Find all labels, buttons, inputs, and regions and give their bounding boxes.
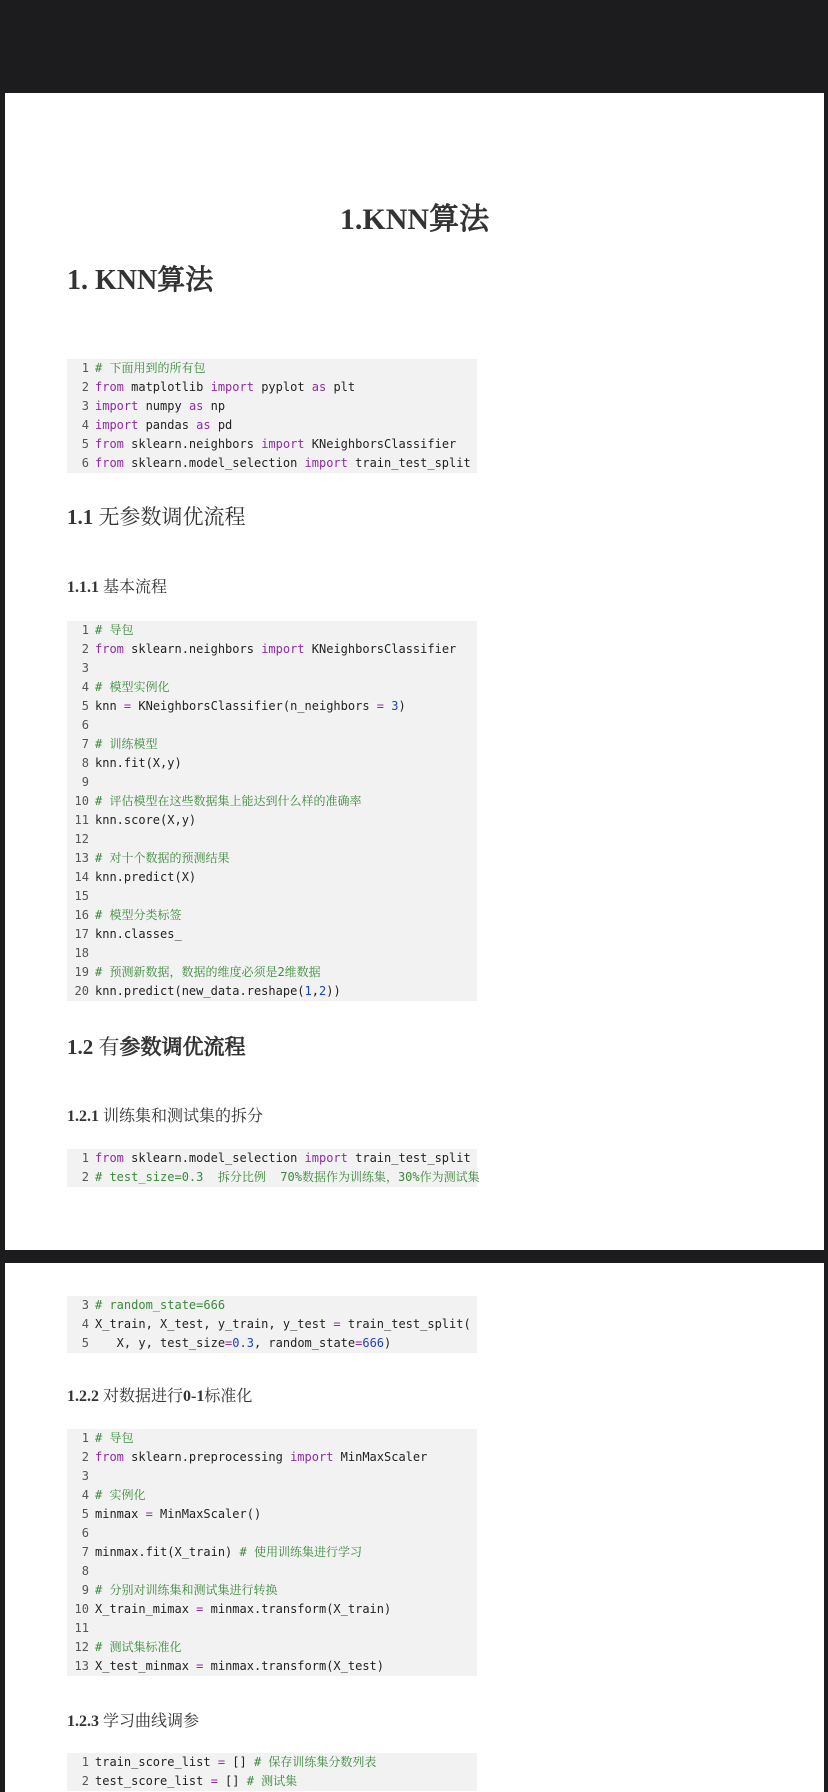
code-line: [67, 735, 477, 754]
code-token: import: [290, 1450, 334, 1464]
line-number: 13: [74, 851, 89, 865]
document-page-1: [5, 93, 824, 1250]
code-token: import: [304, 456, 348, 470]
code-token: =: [196, 1659, 204, 1673]
line-number: 11: [74, 813, 89, 827]
code-token: # 实例化: [95, 1488, 146, 1502]
code-token: sklearn.neighbors: [123, 642, 262, 656]
code-token: train_score_list: [95, 1755, 218, 1769]
code-line: [67, 1524, 477, 1543]
code-block-learning-curve: [67, 1753, 477, 1791]
code-line: [67, 1149, 477, 1168]
line-number: 2: [81, 1170, 89, 1184]
line-number: 2: [81, 1450, 89, 1464]
code-line: [67, 678, 477, 697]
code-token: # 导包: [95, 623, 134, 637]
line-number: 14: [74, 870, 89, 884]
code-token: as: [196, 418, 211, 432]
code-line: [67, 359, 477, 378]
code-line: [67, 697, 477, 716]
code-line: [67, 1315, 477, 1334]
code-line: [67, 1657, 477, 1676]
code-line: [67, 849, 477, 868]
code-token: plt: [326, 380, 356, 394]
code-line: [67, 792, 477, 811]
line-number: 4: [81, 680, 89, 694]
code-token: MinMaxScaler(): [152, 1507, 262, 1521]
code-token: X_train, X_test, y_train, y_test: [95, 1317, 334, 1331]
code-line: [67, 1638, 477, 1657]
line-number: 18: [74, 946, 89, 960]
code-line: [67, 640, 477, 659]
line-number: 15: [74, 889, 89, 903]
code-line: [67, 1429, 477, 1448]
heading-text: 无参数调优流程: [93, 505, 246, 529]
code-line: [67, 887, 477, 906]
line-number: 2: [81, 642, 89, 656]
line-number: 9: [81, 775, 89, 789]
line-number: 5: [81, 1336, 89, 1350]
line-number: 10: [74, 794, 89, 808]
heading-text: 训练集和测试集的拆分: [99, 1108, 264, 1125]
code-token: MinMaxScaler: [333, 1450, 428, 1464]
code-token: KNeighborsClassifier(n_neighbors: [131, 699, 377, 713]
document-title: 1.KNN算法: [339, 203, 490, 236]
code-token: sklearn.model_selection: [123, 1151, 305, 1165]
code-token: # random_state=666: [95, 1298, 226, 1312]
code-token: =: [145, 1507, 153, 1521]
code-line: [67, 982, 477, 1001]
code-token: # 保存训练集分数列表: [253, 1755, 377, 1769]
code-block-basic-flow: [67, 621, 477, 1001]
heading-text: 学习曲线调参: [99, 1713, 200, 1730]
code-token: # 预测新数据，数据的维度必须是2维数据: [95, 965, 321, 979]
code-line: [67, 1772, 477, 1791]
heading-knn: 1. KNN算法: [67, 265, 214, 296]
code-token: []: [217, 1774, 247, 1788]
code-token: sklearn.neighbors: [123, 437, 262, 451]
code-line: [67, 1505, 477, 1524]
code-token: knn: [95, 699, 124, 713]
code-block-minmax: [67, 1429, 477, 1676]
line-number: 16: [74, 908, 89, 922]
line-number: 4: [81, 418, 89, 432]
line-number: 1: [81, 361, 89, 375]
heading-text: 标准化: [204, 1388, 253, 1405]
line-number: 4: [81, 1317, 89, 1331]
code-line: [67, 925, 477, 944]
line-number: 6: [81, 718, 89, 732]
line-number: 1: [81, 1431, 89, 1445]
code-line: [67, 1581, 477, 1600]
code-line: [67, 868, 477, 887]
code-token: =: [196, 1602, 204, 1616]
code-token: from: [95, 1450, 124, 1464]
code-token: # 模型分类标签: [95, 908, 182, 922]
heading-text-bold: 参数调优流程: [119, 1035, 246, 1059]
line-number: 3: [81, 661, 89, 675]
code-token: ): [398, 699, 406, 713]
code-token: # 测试集: [246, 1774, 298, 1788]
code-token: =: [225, 1336, 233, 1350]
code-token: pd: [210, 418, 233, 432]
code-token: as: [311, 380, 327, 394]
heading-number: 1.2: [67, 1035, 94, 1059]
code-block-split-part1: [67, 1149, 480, 1187]
heading-1-1: [67, 501, 246, 531]
code-line: [67, 397, 477, 416]
line-number: 2: [81, 380, 89, 394]
code-line: [67, 944, 477, 963]
heading-1-2: [67, 1031, 246, 1061]
code-block-imports: [67, 359, 477, 473]
code-token: 2: [318, 984, 327, 998]
code-token: 3: [391, 699, 399, 713]
line-number: 4: [81, 1488, 89, 1502]
line-number: 1: [81, 1151, 89, 1165]
code-token: ): [384, 1336, 392, 1350]
code-token: train_test_split: [347, 1151, 471, 1165]
line-number: 7: [81, 737, 89, 751]
line-number: 13: [74, 1659, 89, 1673]
code-line: [67, 454, 477, 473]
line-number: 19: [74, 965, 89, 979]
line-number: 6: [81, 1526, 89, 1540]
code-token: # 评估模型在这些数据集上能达到什么样的准确率: [95, 794, 362, 808]
code-token: # 导包: [95, 1431, 134, 1445]
heading-number: 1.1: [67, 505, 94, 529]
code-token: from: [95, 380, 124, 394]
code-line: [67, 1334, 477, 1353]
line-number: 2: [81, 1774, 89, 1788]
code-line: [67, 773, 477, 792]
code-token: knn.fit(X,y): [95, 756, 182, 770]
code-line: [67, 906, 477, 925]
code-token: KNeighborsClassifier: [304, 437, 457, 451]
code-line: [67, 1753, 477, 1772]
code-token: as: [188, 399, 204, 413]
line-number: 6: [81, 456, 89, 470]
code-token: import: [95, 418, 139, 432]
code-line: [67, 716, 477, 735]
code-line: [67, 1543, 477, 1562]
code-token: =: [210, 1774, 218, 1788]
heading-number: 1.1.1: [67, 579, 99, 596]
code-token: =: [355, 1336, 363, 1350]
line-number: 11: [74, 1621, 89, 1635]
code-token: minmax.transform(X_test): [203, 1659, 385, 1673]
code-token: train_test_split: [347, 456, 471, 470]
code-token: []: [225, 1755, 254, 1769]
code-token: X_train_mimax: [95, 1602, 197, 1616]
line-number: 12: [74, 1640, 89, 1654]
line-number: 3: [81, 399, 89, 413]
code-token: =: [333, 1317, 341, 1331]
document-page-2: [5, 1263, 824, 1792]
heading-text-bold: 0-1: [183, 1388, 205, 1405]
code-token: import: [95, 399, 139, 413]
code-token: knn.predict(X): [95, 870, 197, 884]
code-token: sklearn.preprocessing: [123, 1450, 291, 1464]
code-token: ,: [311, 984, 319, 998]
code-token: knn.score(X,y): [95, 813, 197, 827]
code-token: sklearn.model_selection: [123, 456, 305, 470]
code-token: # 模型实例化: [95, 680, 170, 694]
line-number: 12: [74, 832, 89, 846]
code-token: from: [95, 1151, 124, 1165]
code-token: minmax: [95, 1507, 146, 1521]
code-token: 0.3: [232, 1336, 254, 1350]
code-token: KNeighborsClassifier: [304, 642, 457, 656]
line-number: 9: [81, 1583, 89, 1597]
heading-number: 1.2.3: [67, 1713, 99, 1730]
code-token: from: [95, 642, 124, 656]
line-number: 1: [81, 623, 89, 637]
line-number: 17: [74, 927, 89, 941]
line-number: 8: [81, 756, 89, 770]
code-token: minmax.transform(X_train): [203, 1602, 392, 1616]
heading-text: 基本流程: [99, 579, 168, 596]
code-token: pyplot: [253, 380, 312, 394]
code-line: [67, 1619, 477, 1638]
heading-1-2-3: [67, 1708, 199, 1731]
heading-1-1-1: [67, 574, 167, 597]
code-token: # 训练模型: [95, 737, 158, 751]
heading-text: 对数据进行: [99, 1388, 184, 1405]
code-line: [67, 378, 477, 397]
heading-1-2-2: [67, 1383, 252, 1406]
code-token: import: [304, 1151, 348, 1165]
code-token: # test_size=0.3 拆分比例 70%数据作为训练集，30%作为测试集: [95, 1170, 480, 1184]
line-number: 5: [81, 699, 89, 713]
heading-number: 1.2.2: [67, 1388, 99, 1405]
code-token: import: [261, 437, 305, 451]
code-line: [67, 811, 477, 830]
code-line: [67, 1600, 477, 1619]
line-number: 10: [74, 1602, 89, 1616]
code-line: [67, 416, 477, 435]
code-token: # 测试集标准化: [95, 1640, 182, 1654]
line-number: 3: [81, 1298, 89, 1312]
code-token: =: [376, 699, 385, 713]
line-number: 5: [81, 1507, 89, 1521]
code-line: [67, 659, 477, 678]
code-token: 666: [362, 1336, 385, 1350]
code-token: train_test_split(: [340, 1317, 471, 1331]
code-token: knn.classes_: [95, 927, 182, 941]
code-token: minmax.fit(X_train): [95, 1545, 240, 1559]
code-token: # 分别对训练集和测试集进行转换: [95, 1583, 278, 1597]
code-line: [67, 1296, 477, 1315]
code-token: )): [326, 984, 341, 998]
code-token: # 使用训练集进行学习: [239, 1545, 362, 1559]
line-number: 1: [81, 1755, 89, 1769]
code-token: # 对十个数据的预测结果: [95, 851, 230, 865]
line-number: 8: [81, 1564, 89, 1578]
line-number: 5: [81, 437, 89, 451]
code-token: np: [203, 399, 226, 413]
code-line: [67, 1448, 477, 1467]
code-token: test_score_list: [95, 1774, 211, 1788]
heading-1-2-1: [67, 1103, 263, 1126]
code-token: # 下面用到的所有包: [95, 361, 206, 375]
line-number: 3: [81, 1469, 89, 1483]
code-line: [67, 435, 477, 454]
code-token: , random_state: [253, 1336, 356, 1350]
code-token: import: [261, 642, 305, 656]
code-line: [67, 754, 477, 773]
code-token: numpy: [138, 399, 189, 413]
code-token: from: [95, 437, 124, 451]
line-number: 7: [81, 1545, 89, 1559]
heading-number: 1.2.1: [67, 1108, 99, 1125]
code-line: [67, 1562, 477, 1581]
code-token: from: [95, 456, 124, 470]
code-token: pandas: [138, 418, 197, 432]
heading-text: 有: [93, 1035, 120, 1059]
code-line: [67, 621, 477, 640]
code-token: X_test_minmax: [95, 1659, 197, 1673]
code-token: X, y, test_size: [95, 1336, 226, 1350]
code-token: 1: [304, 984, 312, 998]
code-line: [67, 830, 477, 849]
line-number: 20: [74, 984, 89, 998]
code-line: [67, 1486, 477, 1505]
code-block-split-part2: [67, 1296, 477, 1353]
code-token: matplotlib: [123, 380, 211, 394]
code-line: [67, 1168, 480, 1187]
code-token: import: [210, 380, 254, 394]
code-token: =: [123, 699, 132, 713]
code-token: knn.predict(new_data.reshape(: [95, 984, 305, 998]
code-line: [67, 1467, 477, 1486]
code-token: =: [217, 1755, 226, 1769]
code-line: [67, 963, 477, 982]
